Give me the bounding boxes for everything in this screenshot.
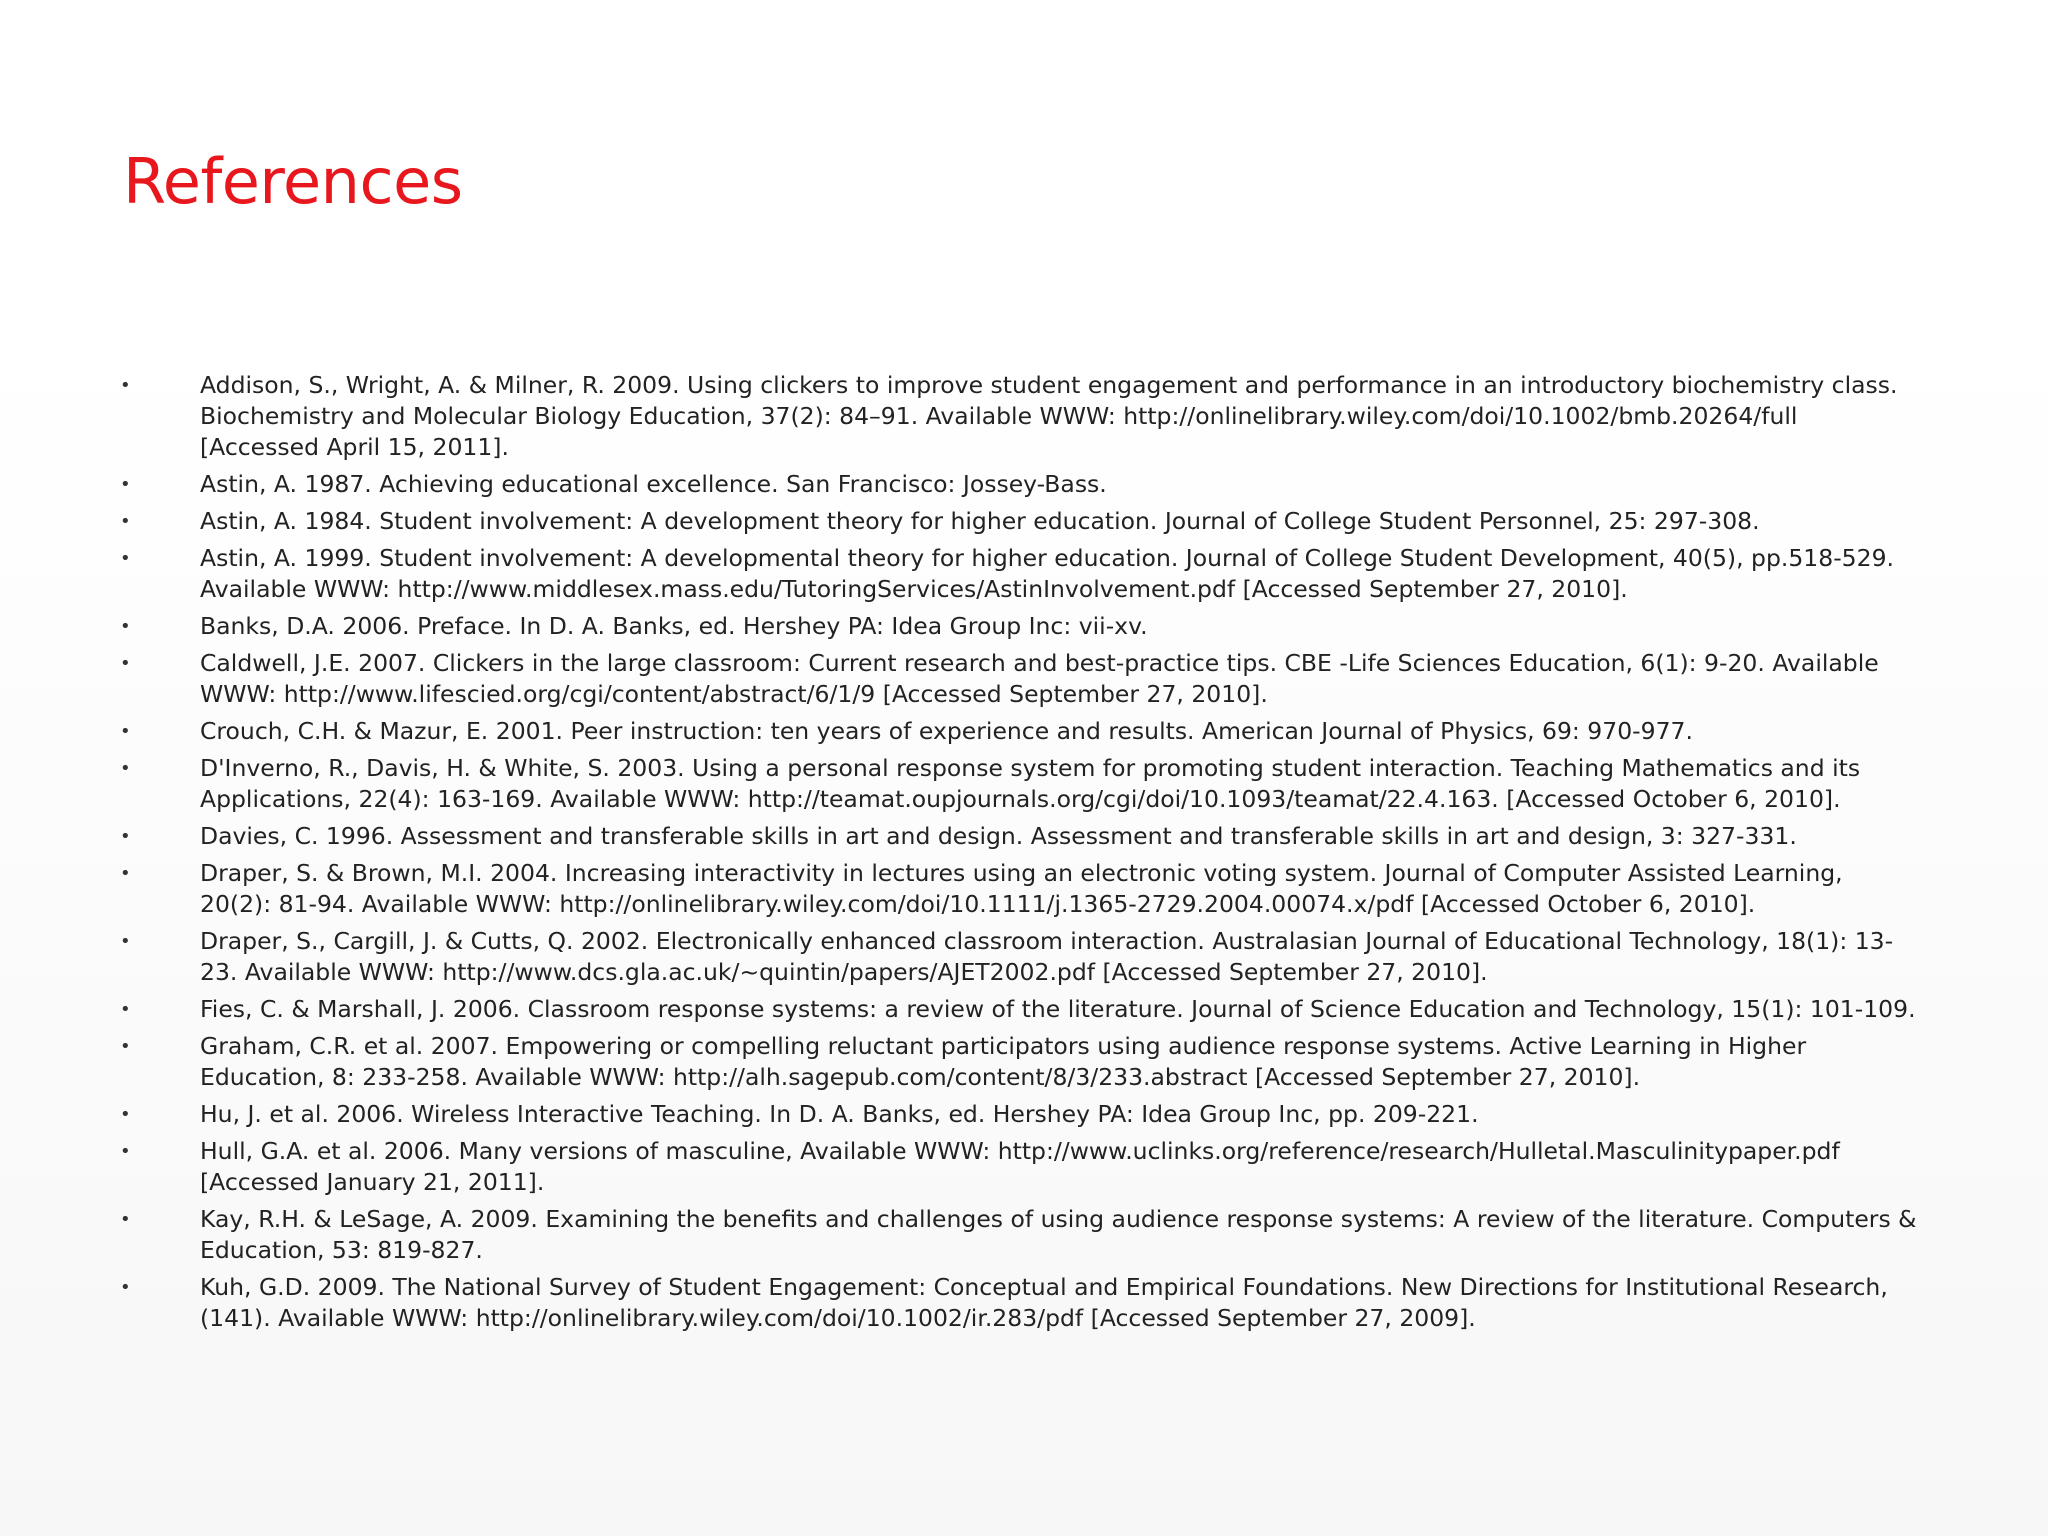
reference-item — [120, 716, 1920, 747]
bullet-icon: • — [120, 1209, 131, 1230]
reference-text: Davies, C. 1996. Assessment and transferable skills in art and design. Assessment and transferable skills in art and design, 3: 327-331. — [200, 822, 1797, 850]
reference-text: Graham, C.R. et al. 2007. Empowering or compelling reluctant participators using audience response systems. Active Learning in Higher Education, 8: 233-258. Available WWW: http://alh.sagepub.com/content/8/3/233.abstract [Accessed September 27, 2010]. — [200, 1032, 1807, 1091]
reference-item — [120, 648, 1920, 710]
bullet-icon: • — [120, 1104, 131, 1125]
reference-item — [120, 611, 1920, 642]
bullet-icon: • — [120, 548, 131, 569]
reference-text: Astin, A. 1999. Student involvement: A developmental theory for higher education. Journal of College Student Development, 40(5), pp.518-529. Available WWW: http://www.middlesex.mass.edu/TutoringServices/AstinInvolvement.pdf [Accessed September 27, 2010]. — [200, 544, 1894, 603]
bullet-icon: • — [120, 999, 131, 1020]
reference-text: Crouch, C.H. & Mazur, E. 2001. Peer instruction: ten years of experience and results. American Journal of Physics, 69: 970-977. — [200, 717, 1693, 745]
bullet-icon: • — [120, 474, 131, 495]
bullet-icon: • — [120, 826, 131, 847]
reference-item — [120, 858, 1920, 920]
reference-item — [120, 994, 1920, 1025]
reference-text: Kay, R.H. & LeSage, A. 2009. Examining the benefits and challenges of using audience response systems: A review of the literature. Computers & Education, 53: 819-827. — [200, 1205, 1917, 1264]
bullet-icon: • — [120, 375, 131, 396]
slide-title: References — [123, 145, 463, 218]
reference-text: Addison, S., Wright, A. & Milner, R. 2009. Using clickers to improve student engagement and performance in an introductory biochemistry class. Biochemistry and Molecular Biology Education, 37(2): 84–91. Available WWW: http://onlinelibrary.wiley.com/doi/10.1002/bmb.20264/full [Accessed April 15, 2011]. — [200, 371, 1898, 461]
bullet-icon: • — [120, 863, 131, 884]
reference-item — [120, 506, 1920, 537]
reference-text: Draper, S., Cargill, J. & Cutts, Q. 2002. Electronically enhanced classroom interaction. Australasian Journal of Educational Technology, 18(1): 13-23. Available WWW: http://www.dcs.gla.ac.uk/~quintin/papers/AJET2002.pdf [Accessed September 27, 2010]. — [200, 927, 1894, 986]
reference-text: Hu, J. et al. 2006. Wireless Interactive Teaching. In D. A. Banks, ed. Hershey PA: Idea Group Inc, pp. 209-221. — [200, 1100, 1479, 1128]
bullet-icon: • — [120, 511, 131, 532]
bullet-icon: • — [120, 931, 131, 952]
bullet-icon: • — [120, 1141, 131, 1162]
reference-item — [120, 926, 1920, 988]
reference-text: Fies, C. & Marshall, J. 2006. Classroom response systems: a review of the literature. Journal of Science Education and Technology, 15(1): 101-109. — [200, 995, 1916, 1023]
reference-text: Astin, A. 1987. Achieving educational excellence. San Francisco: Jossey-Bass. — [200, 470, 1107, 498]
reference-item — [120, 1031, 1920, 1093]
bullet-icon: • — [120, 653, 131, 674]
reference-item — [120, 370, 1920, 463]
reference-item — [120, 543, 1920, 605]
bullet-icon: • — [120, 616, 131, 637]
bullet-icon: • — [120, 1036, 131, 1057]
reference-text: Astin, A. 1984. Student involvement: A development theory for higher education. Journal of College Student Personnel, 25: 297-308. — [200, 507, 1760, 535]
reference-list — [120, 370, 1920, 1340]
reference-item — [120, 1099, 1920, 1130]
reference-item — [120, 821, 1920, 852]
reference-item — [120, 1136, 1920, 1198]
reference-text: Hull, G.A. et al. 2006. Many versions of masculine, Available WWW: http://www.uclinks.org/reference/research/Hulletal.Masculinitypaper.pdf [Accessed January 21, 2011]. — [200, 1137, 1840, 1196]
bullet-icon: • — [120, 758, 131, 779]
bullet-icon: • — [120, 721, 131, 742]
bullet-icon: • — [120, 1277, 131, 1298]
reference-text: Kuh, G.D. 2009. The National Survey of Student Engagement: Conceptual and Empirical Foundations. New Directions for Institutional Research, (141). Available WWW: http://onlinelibrary.wiley.com/doi/10.1002/ir.283/pdf [Accessed September 27, 2009]. — [200, 1273, 1888, 1332]
reference-item — [120, 469, 1920, 500]
reference-item — [120, 1272, 1920, 1334]
reference-text: Caldwell, J.E. 2007. Clickers in the large classroom: Current research and best-practice tips. CBE -Life Sciences Education, 6(1): 9-20. Available WWW: http://www.lifescied.org/cgi/content/abstract/6/1/9 [Accessed September 27, 2010]. — [200, 649, 1879, 708]
reference-item — [120, 1204, 1920, 1266]
reference-text: Draper, S. & Brown, M.I. 2004. Increasing interactivity in lectures using an electronic voting system. Journal of Computer Assisted Learning, 20(2): 81-94. Available WWW: http://onlinelibrary.wiley.com/doi/10.1111/j.1365-2729.2004.00074.x/pdf [Accessed October 6, 2010]. — [200, 859, 1843, 918]
reference-text: Banks, D.A. 2006. Preface. In D. A. Banks, ed. Hershey PA: Idea Group Inc: vii-xv. — [200, 612, 1148, 640]
reference-item — [120, 753, 1920, 815]
reference-text: D'Inverno, R., Davis, H. & White, S. 2003. Using a personal response system for promoting student interaction. Teaching Mathematics and its Applications, 22(4): 163-169. Available WWW: http://teamat.oupjournals.org/cgi/doi/10.1093/teamat/22.4.163. [Accessed October 6, 2010]. — [200, 754, 1861, 813]
